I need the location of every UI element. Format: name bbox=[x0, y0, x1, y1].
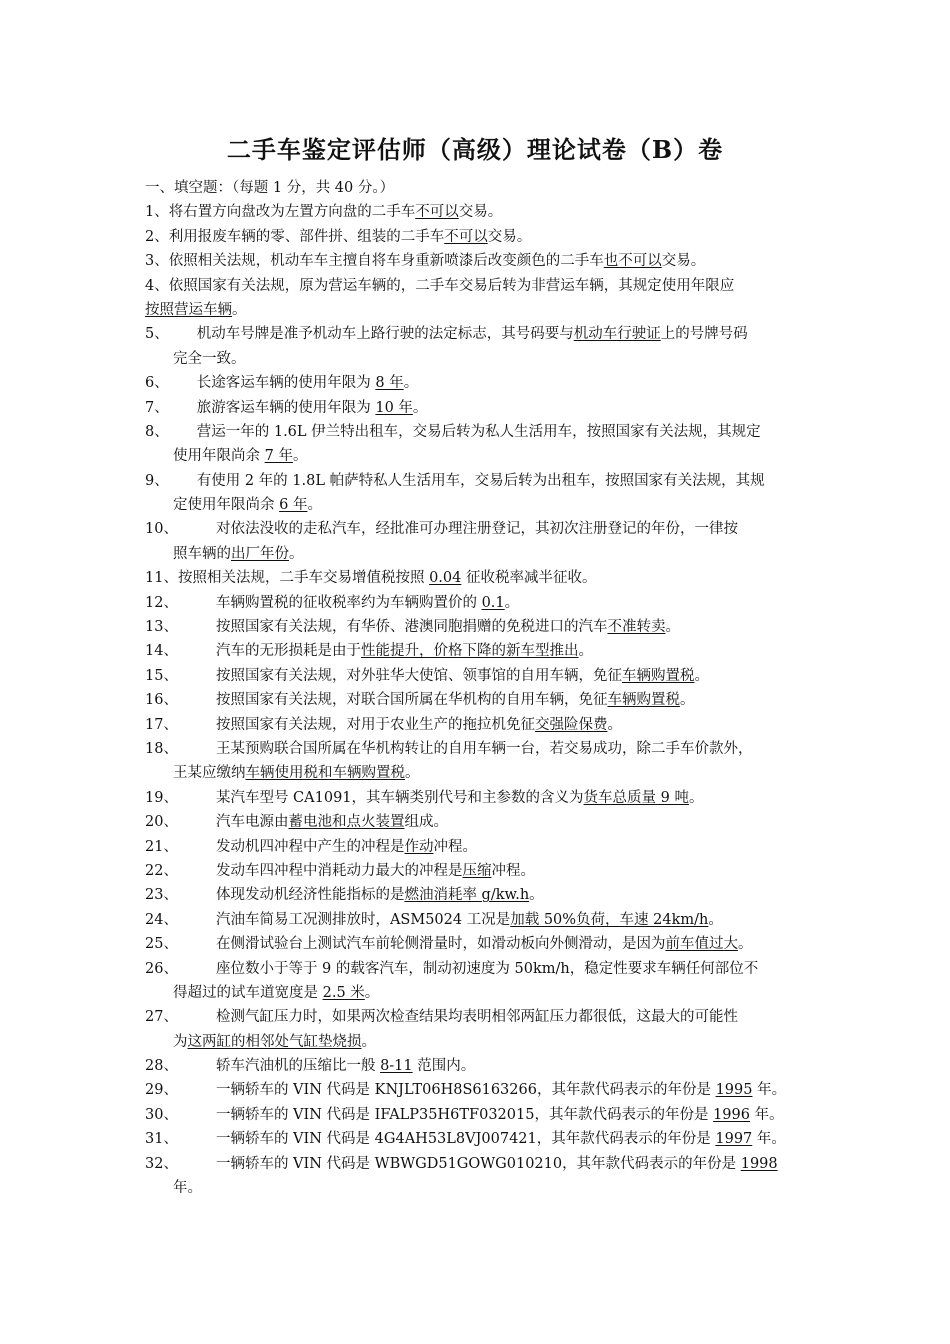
question-text: 交易。 bbox=[458, 204, 503, 221]
question-text: 。 bbox=[504, 594, 520, 611]
text-line bbox=[145, 786, 817, 810]
question-text: 有使用 2 年的 1.8L 帕萨特私人生活用车，交易后转为出租车，按照国家有关法规，其规 bbox=[196, 472, 765, 489]
answer-text: 8 年 bbox=[375, 375, 404, 392]
question-text: 。 bbox=[405, 765, 420, 782]
question-number: 25、 bbox=[145, 936, 178, 953]
answer-text: 10 年 bbox=[375, 399, 413, 416]
question-text: 4、依照国家有关法规，原为营运车辆的，二手车交易后转为非营运车辆，其规定使用年限应 bbox=[145, 277, 735, 294]
question-text: 轿车汽油机的压缩比一般 bbox=[215, 1058, 381, 1075]
question-text: 。 bbox=[607, 716, 622, 733]
question-text: 。 bbox=[307, 497, 322, 514]
question-number: 13、 bbox=[145, 619, 178, 636]
text-line bbox=[145, 1078, 817, 1102]
question-text: 11、按照相关法规，二手车交易增值税按照 bbox=[145, 570, 430, 587]
question-text: 。 bbox=[361, 1033, 376, 1050]
question-text: 。 bbox=[529, 887, 544, 904]
question-text: 。 bbox=[403, 375, 419, 392]
text-line bbox=[145, 835, 817, 859]
answer-text: 1997 bbox=[715, 1131, 753, 1148]
question-number: 22、 bbox=[145, 862, 178, 879]
text-line bbox=[145, 1030, 817, 1054]
question-number: 16、 bbox=[145, 692, 178, 709]
question-text: 按照国家有关法规，对用于农业生产的拖拉机免征 bbox=[215, 716, 535, 733]
answer-text: 压缩 bbox=[462, 862, 492, 879]
answer-text: 燃油消耗率 g/kw.h bbox=[404, 887, 530, 904]
question-number: 23、 bbox=[145, 887, 178, 904]
question-text: 一辆轿车的 VIN 代码是 WBWGD51GOWG010210，其年款代码表示的年份是 bbox=[215, 1155, 741, 1172]
question-number: 14、 bbox=[145, 643, 178, 660]
question-text: 车辆购置税的征收税率约为车辆购置价的 bbox=[215, 594, 482, 611]
answer-text: 7 年 bbox=[264, 448, 293, 465]
question-number: 6、 bbox=[145, 375, 169, 392]
question-text: 汽车电源由 bbox=[215, 814, 289, 831]
question-text: 发动车四冲程中消耗动力最大的冲程是 bbox=[215, 862, 463, 879]
question-number: 19、 bbox=[145, 789, 178, 806]
answer-text: 0.1 bbox=[481, 594, 505, 611]
question-text: 为 bbox=[173, 1033, 188, 1050]
answer-text: 货车总质量 9 吨 bbox=[583, 789, 689, 806]
question-number: 18、 bbox=[145, 740, 178, 757]
question-number: 10、 bbox=[145, 521, 178, 538]
question-text: 。 bbox=[688, 789, 704, 806]
answer-text: 按照营运车辆 bbox=[145, 301, 232, 318]
answer-text: 1995 bbox=[715, 1082, 753, 1099]
question-text: 发动机四冲程中产生的冲程是 bbox=[215, 838, 405, 855]
text-line bbox=[145, 274, 817, 298]
question-text: 年。 bbox=[173, 1180, 202, 1197]
answer-text: 这两缸的相邻处气缸垫烧损 bbox=[187, 1033, 362, 1050]
text-line bbox=[145, 908, 817, 932]
question-text: 年。 bbox=[752, 1082, 787, 1099]
question-text: 某汽车型号 CA1091，其车辆类别代号和主参数的含义为 bbox=[215, 789, 584, 806]
answer-text: 车辆使用税和车辆购置税 bbox=[245, 765, 405, 782]
question-text: 2、利用报废车辆的零、部件拼、组装的二手车 bbox=[145, 228, 445, 245]
text-line bbox=[145, 396, 817, 420]
question-text: 一、填空题：（每题 1 分，共 40 分。） bbox=[145, 180, 395, 196]
text-line bbox=[145, 639, 817, 663]
text-line bbox=[145, 1176, 817, 1200]
question-text: 。 bbox=[292, 448, 308, 465]
question-number: 15、 bbox=[145, 667, 178, 684]
text-line bbox=[145, 1005, 817, 1029]
text-line bbox=[145, 322, 817, 346]
text-line bbox=[145, 347, 817, 371]
question-number: 28、 bbox=[145, 1058, 178, 1075]
question-text: 上的号牌号码 bbox=[660, 326, 748, 343]
answer-text: 前车值过大 bbox=[665, 936, 738, 953]
question-text: 汽车的无形损耗是由于 bbox=[215, 643, 361, 660]
text-line bbox=[145, 469, 817, 493]
question-number: 21、 bbox=[145, 838, 178, 855]
page-title: 二手车鉴定评估师（高级）理论试卷（B）卷 bbox=[226, 135, 724, 164]
answer-text: 不可以 bbox=[415, 204, 459, 221]
question-text: 一辆轿车的 VIN 代码是 4G4AH53L8VJ007421，其年款代码表示的年份是 bbox=[215, 1131, 716, 1148]
question-text: 王某应缴纳 bbox=[173, 765, 246, 782]
question-text: 冲程。 bbox=[433, 838, 477, 855]
question-text: 3、依照相关法规，机动车车主擅自将车身重新喷漆后改变颜色的二手车 bbox=[145, 253, 604, 270]
question-text: 王某预购联合国所属在华机构转让的自用车辆一台，若交易成功，除二手车价款外， bbox=[215, 740, 753, 757]
text-line bbox=[145, 1103, 817, 1127]
question-number: 17、 bbox=[145, 716, 178, 733]
question-text: 。 bbox=[665, 619, 680, 636]
text-line bbox=[145, 517, 817, 541]
question-text: 年。 bbox=[749, 1106, 784, 1123]
question-text: 征收税率减半征收。 bbox=[461, 570, 597, 587]
question-text: 冲程。 bbox=[491, 862, 535, 879]
question-number: 27、 bbox=[145, 1009, 178, 1026]
question-number: 31、 bbox=[145, 1131, 178, 1148]
question-number: 8、 bbox=[145, 423, 169, 440]
question-number: 30、 bbox=[145, 1106, 178, 1123]
text-line bbox=[145, 859, 817, 883]
text-line bbox=[145, 1152, 817, 1176]
question-text: 年。 bbox=[752, 1131, 786, 1148]
question-text: 旅游客运车辆的使用年限为 bbox=[196, 399, 376, 416]
question-text: 营运一年的 1.6L 伊兰特出租车，交易后转为私人生活用车，按照国家有关法规，其规定 bbox=[196, 423, 761, 440]
text-line bbox=[145, 713, 817, 737]
question-text: 按照国家有关法规，对联合国所属在华机构的自用车辆，免征 bbox=[215, 692, 608, 709]
question-text: 。 bbox=[289, 545, 304, 562]
answer-text: 性能提升，价格下降的新车型推出 bbox=[360, 643, 579, 660]
question-text: 按照国家有关法规，有华侨、港澳同胞捐赠的免税进口的汽车 bbox=[215, 619, 608, 636]
question-number: 29、 bbox=[145, 1082, 178, 1099]
text-line bbox=[145, 420, 817, 444]
answer-text: 不可以 bbox=[444, 228, 488, 245]
text-line bbox=[145, 688, 817, 712]
question-list bbox=[145, 176, 817, 1200]
text-line bbox=[145, 664, 817, 688]
question-text: 汽油车简易工况测排放时，ASM5024 工况是 bbox=[215, 911, 511, 928]
question-text: 1、将右置方向盘改为左置方向盘的二手车 bbox=[145, 204, 416, 221]
question-text: 组成。 bbox=[404, 814, 448, 831]
question-text: 定使用年限尚余 bbox=[173, 497, 280, 514]
question-text: 。 bbox=[694, 667, 709, 684]
text-line bbox=[145, 615, 817, 639]
question-number: 32、 bbox=[145, 1155, 178, 1172]
text-line bbox=[145, 176, 817, 200]
question-text: 。 bbox=[412, 399, 428, 416]
text-line bbox=[145, 566, 817, 590]
question-text: 范围内。 bbox=[412, 1058, 476, 1075]
text-line bbox=[145, 981, 817, 1005]
text-line bbox=[145, 737, 817, 761]
question-text: 使用年限尚余 bbox=[173, 448, 265, 465]
text-line bbox=[145, 444, 817, 468]
answer-text: 蓄电池和点火装置 bbox=[288, 814, 405, 831]
answer-text: 车辆购置税 bbox=[621, 667, 695, 684]
text-line bbox=[145, 591, 817, 615]
question-text: 机动车号牌是准予机动车上路行驶的法定标志，其号码要与 bbox=[196, 326, 574, 343]
answer-text: 1998 bbox=[740, 1155, 778, 1172]
answer-text: 加载 50%负荷，车速 24km/h bbox=[510, 911, 709, 928]
answer-text: 作动 bbox=[404, 838, 434, 855]
question-text: 。 bbox=[364, 984, 380, 1001]
question-text: 检测气缸压力时，如果两次检查结果均表明相邻两缸压力都很低，这最大的可能性 bbox=[215, 1009, 738, 1026]
question-text: 体现发动机经济性能指标的是 bbox=[215, 887, 405, 904]
text-line bbox=[145, 810, 817, 834]
answer-text: 8-11 bbox=[380, 1058, 413, 1075]
answer-text: 交强险保费 bbox=[534, 716, 608, 733]
answer-text: 不准转卖 bbox=[607, 619, 666, 636]
question-text: 。 bbox=[578, 643, 593, 660]
question-text: 一辆轿车的 VIN 代码是 IFALP35H6TF032015，其年款代码表示的年份是 bbox=[215, 1106, 714, 1123]
answer-text: 2.5 米 bbox=[322, 984, 365, 1001]
question-text: 完全一致。 bbox=[173, 350, 246, 367]
text-line bbox=[145, 957, 817, 981]
answer-text: 也不可以 bbox=[603, 253, 662, 270]
text-line bbox=[145, 761, 817, 785]
answer-text: 6 年 bbox=[279, 497, 308, 514]
question-number: 7、 bbox=[145, 399, 169, 416]
text-line bbox=[145, 883, 817, 907]
answer-text: 1996 bbox=[713, 1106, 750, 1123]
question-text: 照车辆的 bbox=[173, 545, 231, 562]
question-text: 交易。 bbox=[661, 253, 706, 270]
question-number: 20、 bbox=[145, 814, 178, 831]
question-text: 交易。 bbox=[487, 228, 532, 245]
question-text: 座位数小于等于 9 的载客汽车，制动初速度为 50km/h，稳定性要求车辆任何部位不 bbox=[215, 960, 759, 977]
question-text: 一辆轿车的 VIN 代码是 KNJLT06H8S6163266，其年款代码表示的年份是 bbox=[215, 1082, 716, 1099]
question-number: 24、 bbox=[145, 911, 178, 928]
text-line bbox=[145, 249, 817, 273]
question-number: 5、 bbox=[145, 326, 169, 343]
text-line bbox=[145, 1054, 817, 1078]
question-text: 按照国家有关法规，对外驻华大使馆、领事馆的自用车辆，免征 bbox=[215, 667, 622, 684]
answer-text: 0.04 bbox=[429, 570, 462, 587]
question-text: 。 bbox=[232, 301, 247, 318]
text-line bbox=[145, 542, 817, 566]
question-text: 长途客运车辆的使用年限为 bbox=[196, 375, 376, 392]
question-text: 在侧滑试验台上测试汽车前轮侧滑量时，如滑动板向外侧滑动，是因为 bbox=[215, 936, 666, 953]
text-line bbox=[145, 493, 817, 517]
text-line bbox=[145, 200, 817, 224]
question-text: 。 bbox=[737, 936, 753, 953]
question-text: 。 bbox=[679, 692, 695, 709]
text-line bbox=[145, 225, 817, 249]
text-line bbox=[145, 298, 817, 322]
question-number: 12、 bbox=[145, 594, 178, 611]
answer-text: 出厂年份 bbox=[231, 545, 289, 562]
text-line bbox=[145, 371, 817, 395]
answer-text: 车辆购置税 bbox=[607, 692, 680, 709]
question-number: 9、 bbox=[145, 472, 169, 489]
answer-text: 机动车行驶证 bbox=[573, 326, 661, 343]
question-number: 26、 bbox=[145, 960, 178, 977]
question-text: 。 bbox=[708, 911, 723, 928]
text-line bbox=[145, 932, 817, 956]
question-text: 对依法没收的走私汽车，经批准可办理注册登记，其初次注册登记的年份，一律按 bbox=[215, 521, 738, 538]
text-line bbox=[145, 1127, 817, 1151]
question-text: 得超过的试车道宽度是 bbox=[173, 984, 323, 1001]
